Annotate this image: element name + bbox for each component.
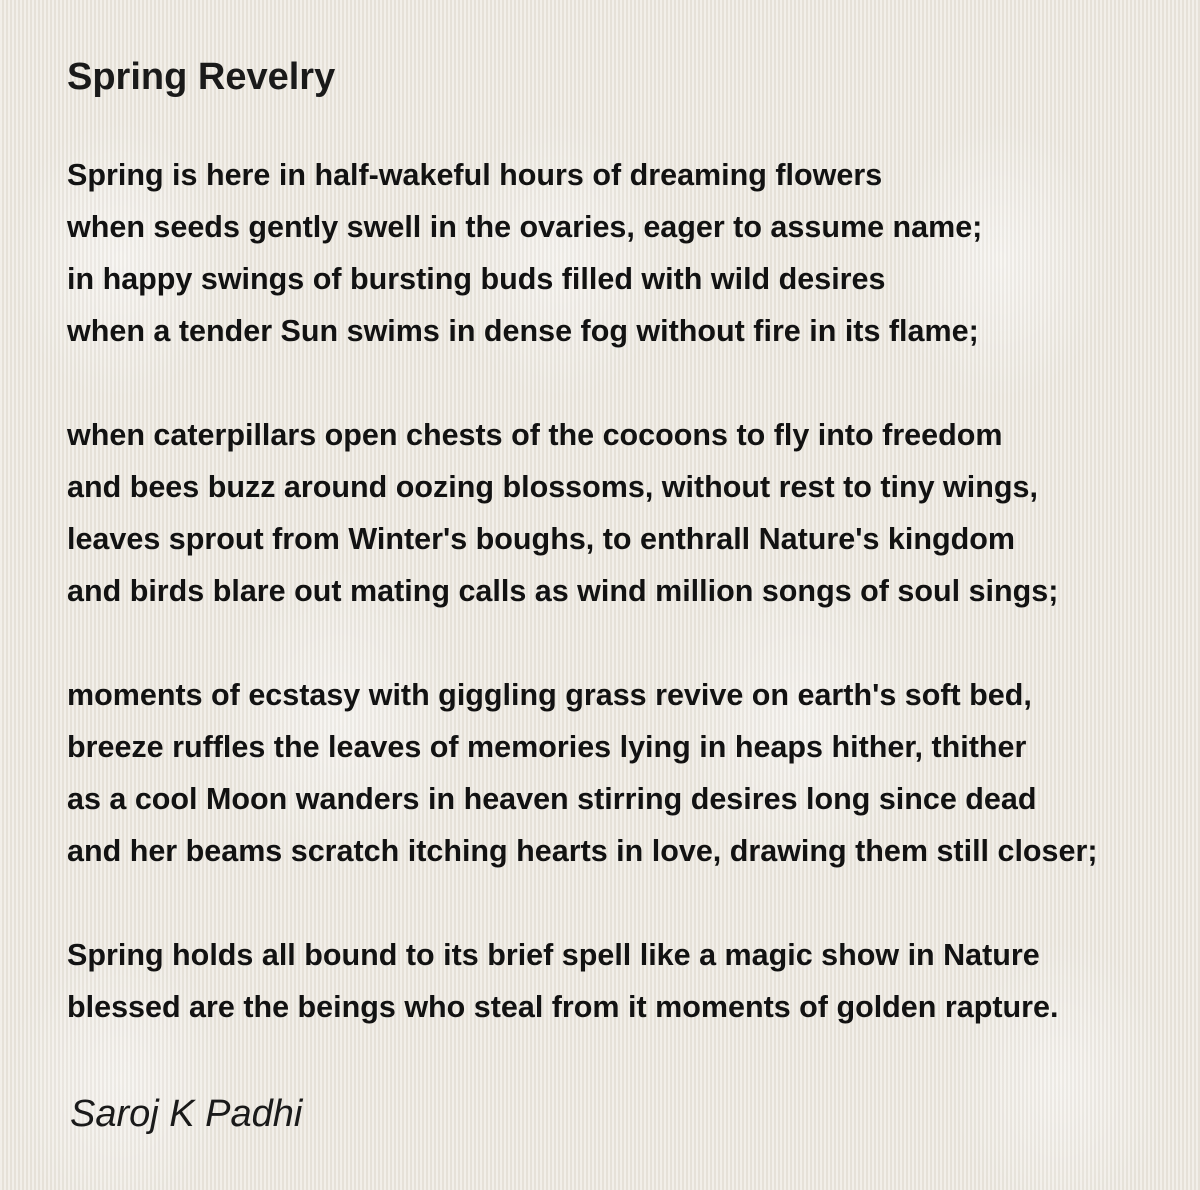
stanza-3: [67, 669, 1187, 877]
poem-line: Spring holds all bound to its brief spell like a magic show in Nature: [67, 938, 1040, 972]
poem-line: leaves sprout from Winter's boughs, to enthrall Nature's kingdom: [67, 522, 1016, 556]
poem-line: when caterpillars open chests of the cocoons to fly into freedom: [67, 418, 1003, 452]
stanza-1: [67, 149, 1187, 357]
poem-line: when seeds gently swell in the ovaries, eager to assume name;: [67, 210, 983, 244]
poem-line: moments of ecstasy with giggling grass revive on earth's soft bed,: [67, 678, 1032, 712]
poem-author: Saroj K Padhi: [70, 1093, 303, 1135]
poem-line: Spring is here in half-wakeful hours of dreaming flowers: [67, 158, 883, 192]
stanza-4: [67, 929, 1187, 1033]
poem-line: and her beams scratch itching hearts in love, drawing them still closer;: [67, 834, 1098, 868]
poem-line: when a tender Sun swims in dense fog without fire in its flame;: [67, 314, 979, 348]
stanza-2: [67, 409, 1187, 617]
poem-title: Spring Revelry: [67, 56, 336, 98]
poem-line: breeze ruffles the leaves of memories lying in heaps hither, thither: [67, 730, 1027, 764]
poem-line: as a cool Moon wanders in heaven stirring desires long since dead: [67, 782, 1037, 816]
poem-line: blessed are the beings who steal from it moments of golden rapture.: [67, 990, 1059, 1024]
poem-body: [67, 149, 1187, 1085]
poem-line: and birds blare out mating calls as wind million songs of soul sings;: [67, 574, 1059, 608]
poem-line: in happy swings of bursting buds filled with wild desires: [67, 262, 886, 296]
poem-line: and bees buzz around oozing blossoms, without rest to tiny wings,: [67, 470, 1038, 504]
